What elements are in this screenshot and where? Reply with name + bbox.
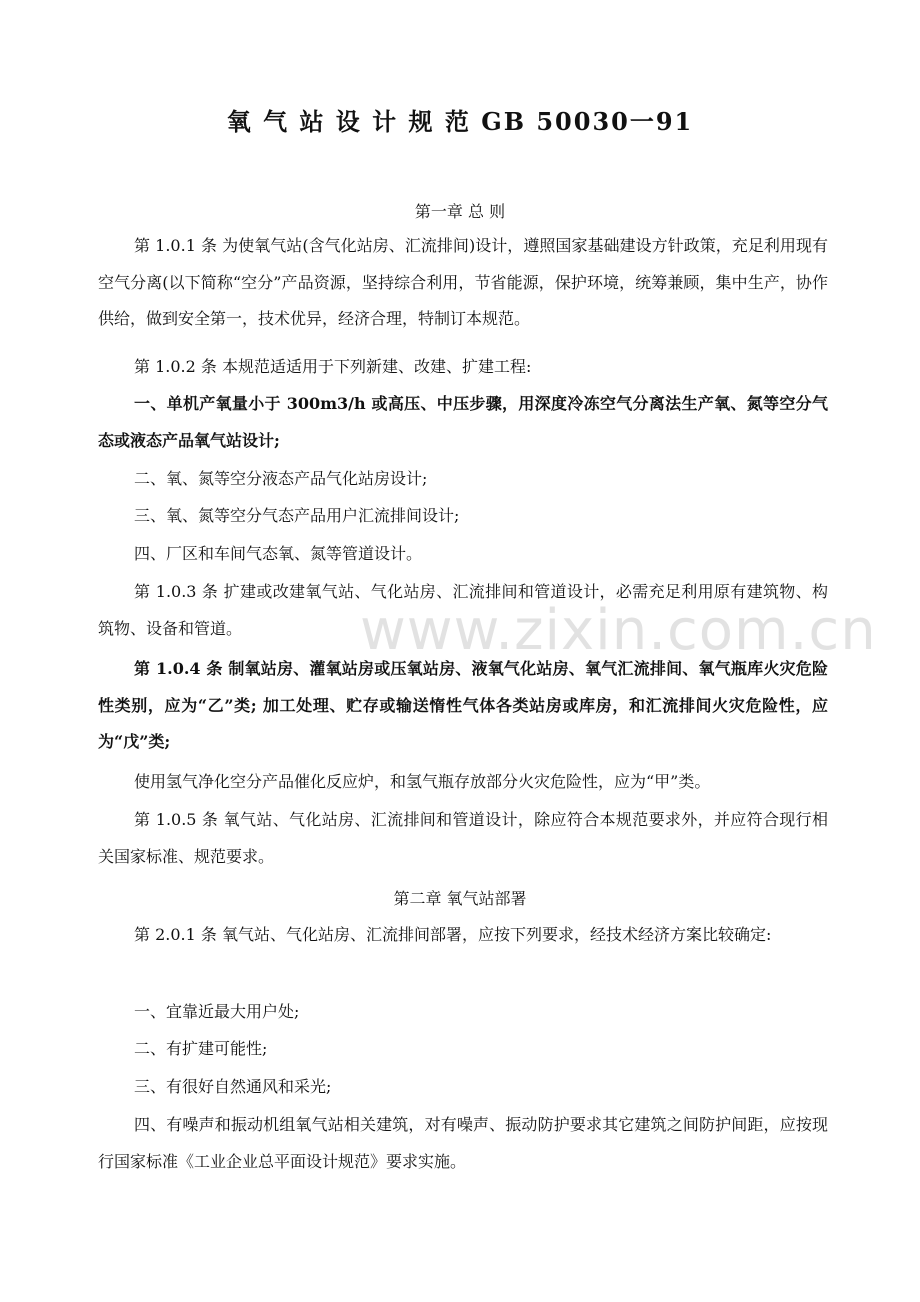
article-2-0-1: 第 2.0.1 条 氧气站、气化站房、汇流排间部署，应按下列要求，经技术经济方案比较确定:	[134, 925, 772, 944]
article-2-0-1-item-3: 三、有很好自然通风和采光;	[134, 1077, 332, 1096]
article-2-0-1-item-4: 四、有噪声和振动机组氧气站相关建筑，对有噪声、振动防护要求其它建筑之间防护间距，应按现行国家标准《工业企业总平面设计规范》要求实施。	[98, 1115, 828, 1171]
article-1-0-3: 第 1.0.3 条 扩建或改建氧气站、气化站房、汇流排间和管道设计，必需充足利用原有建筑物、构筑物、设备和管道。	[98, 582, 828, 638]
article-2-0-1-item-1: 一、宜靠近最大用户处;	[134, 1002, 300, 1021]
article-1-0-4-continued: 使用氢气净化空分产品催化反应炉，和氢气瓶存放部分火灾危险性，应为“甲”类。	[134, 772, 711, 791]
article-1-0-2-item-3: 三、氧、氮等空分气态产品用户汇流排间设计;	[134, 506, 460, 525]
article-1-0-4: 第 1.0.4 条 制氧站房、灌氧站房或压氧站房、液氧气化站房、氧气汇流排间、氧气瓶库火灾危险性类别，应为“乙”类; 加工处理、贮存或输送惰性气体各类站房或库房，和汇流排间火灾危险性，应为“戊”类;	[98, 659, 828, 752]
document-title: 氧 气 站 设 计 规 范 GB 50030一91	[226, 107, 694, 136]
chapter-1-heading: 第一章 总 则	[414, 202, 506, 221]
chapter-2-heading: 第二章 氧气站部署	[393, 889, 527, 908]
article-1-0-1: 第 1.0.1 条 为使氧气站(含气化站房、汇流排间)设计，遵照国家基础建设方针政策，充足利用现有空气分离(以下简称“空分”产品资源，坚持综合利用，节省能源，保护环境，统筹兼顾，集中生产，协作供给，做到安全第一，技术优异，经济合理，特制订本规范。	[98, 236, 828, 329]
article-1-0-2: 第 1.0.2 条 本规范适适用于下列新建、改建、扩建工程:	[134, 357, 532, 376]
article-1-0-2-item-2: 二、氧、氮等空分液态产品气化站房设计;	[134, 469, 428, 488]
article-1-0-2-item-1: 一、单机产氧量小于 300m3/h 或高压、中压步骤，用深度冷冻空气分离法生产氧、氮等空分气态或液态产品氧气站设计;	[98, 394, 828, 450]
article-1-0-5: 第 1.0.5 条 氧气站、气化站房、汇流排间和管道设计，除应符合本规范要求外，并应符合现行相关国家标准、规范要求。	[98, 810, 828, 866]
watermark: www.zixin.com.cn	[360, 598, 877, 663]
article-2-0-1-item-2: 二、有扩建可能性;	[134, 1039, 268, 1058]
article-1-0-2-item-4: 四、厂区和车间气态氧、氮等管道设计。	[134, 544, 423, 563]
